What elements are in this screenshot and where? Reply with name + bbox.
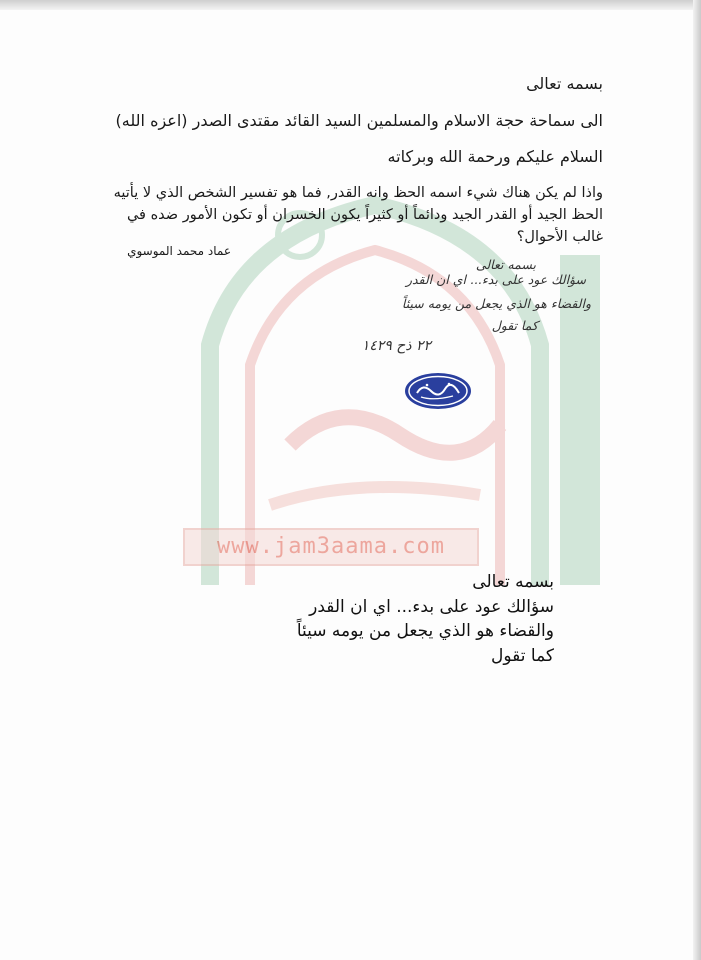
letter-question: واذا لم يكن هناك شيء اسمه الحظ وانه القدر, فما هو تفسير الشخص الذي لا يأتيه الحظ الجيد أو القدر الجيد ودائماً أو كثيراً يكون الخسران أو تكون الأمور ضده في غالب الأحوال؟	[113, 185, 603, 245]
handwritten-line-4: كما تقول	[491, 318, 538, 333]
printed-reply-line-4: كما تقول	[491, 646, 554, 666]
letter-signature: عماد محمد الموسوي	[127, 244, 231, 258]
handwritten-line-1: بسمه تعالى	[475, 257, 536, 272]
printed-reply-line-3: والقضاء هو الذي يجعل من يومه سيئاً	[296, 621, 554, 641]
official-seal-icon	[403, 371, 473, 411]
scan-edge-right	[693, 0, 701, 960]
letter-greeting: بسمه تعالى	[526, 74, 603, 93]
letter-salutation: السلام عليكم ورحمة الله وبركاته	[387, 147, 603, 166]
handwritten-line-3: والقضاء هو الذي يجعل من يومه سيئاً	[401, 296, 591, 311]
letter-addressee: الى سماحة حجة الاسلام والمسلمين السيد القائد مقتدى الصدر (اعزه الله)	[115, 111, 603, 130]
handwritten-line-2: سؤالك عود على بدء... اي ان القدر	[405, 272, 586, 287]
scan-edge-top	[0, 0, 701, 10]
printed-reply-line-1: بسمه تعالى	[472, 572, 554, 592]
handwritten-date: ٢٢ ذح ١٤٢٩	[361, 338, 431, 354]
printed-reply-line-2: سؤالك عود على بدء... اي ان القدر	[309, 597, 554, 617]
watermark-url: www.jam3aama.com	[183, 528, 479, 566]
